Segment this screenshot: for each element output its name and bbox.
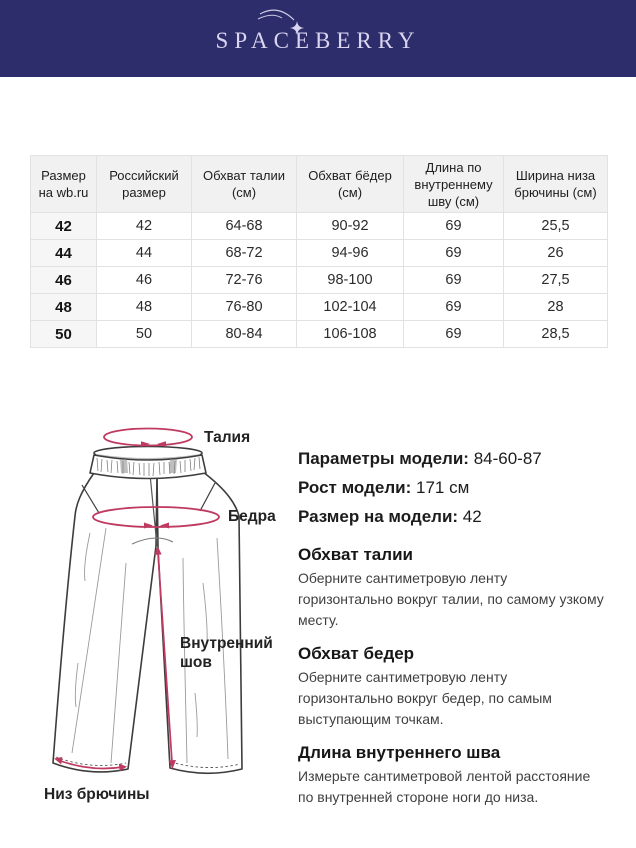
guide-text: Измерьте сантиметровой лентой расстояние по внутренней стороне ноги до низа.	[298, 768, 591, 805]
table-cell: 42	[31, 213, 97, 240]
table-cell: 69	[404, 240, 504, 267]
size-row	[31, 267, 608, 294]
table-cell: 94-96	[297, 240, 404, 267]
pants-diagram	[20, 413, 290, 815]
model-height-line	[298, 473, 612, 502]
table-cell: 106-108	[297, 321, 404, 348]
table-cell: 26	[504, 240, 608, 267]
model-params-line	[298, 444, 612, 473]
table-cell: 44	[97, 240, 192, 267]
guide-section-inseam	[298, 743, 612, 808]
model-size-line	[298, 502, 612, 531]
table-header-cell: Российский размер	[97, 156, 192, 213]
table-cell: 69	[404, 321, 504, 348]
guide-title: Длина внутреннего шва	[298, 743, 501, 762]
param-label: Рост модели:	[298, 478, 412, 497]
param-label: Параметры модели:	[298, 449, 469, 468]
param-value: 42	[462, 507, 482, 526]
table-cell: 46	[97, 267, 192, 294]
guide-text: Оберните сантиметровую ленту горизонтально вокруг талии, по самому узкому месту.	[298, 570, 604, 628]
param-value: 84-60-87	[473, 449, 542, 468]
table-cell: 69	[404, 213, 504, 240]
table-cell: 72-76	[192, 267, 297, 294]
param-label: Размер на модели:	[298, 507, 459, 526]
model-params	[298, 444, 612, 531]
table-cell: 27,5	[504, 267, 608, 294]
guide-title: Обхват бедер	[298, 644, 415, 663]
table-cell: 48	[97, 294, 192, 321]
table-cell: 69	[404, 294, 504, 321]
table-cell: 46	[31, 267, 97, 294]
table-header-cell: Ширина низа брючины (см)	[504, 156, 608, 213]
table-header-cell: Обхват бёдер (см)	[297, 156, 404, 213]
table-cell: 44	[31, 240, 97, 267]
size-row	[31, 321, 608, 348]
inner-seam-label: Внутренний шов	[180, 635, 273, 671]
waist-label: Талия	[204, 429, 251, 446]
table-cell: 50	[31, 321, 97, 348]
table-header-cell: Длина по внутреннему шву (см)	[404, 156, 504, 213]
table-cell: 28	[504, 294, 608, 321]
brand-logo	[0, 0, 636, 77]
guide-section-hips	[298, 644, 612, 730]
table-cell: 102-104	[297, 294, 404, 321]
param-value: 171 см	[415, 478, 470, 497]
guide-text: Оберните сантиметровую ленту горизонтально вокруг бедер, по самым выступающим точкам.	[298, 669, 552, 727]
table-cell: 90-92	[297, 213, 404, 240]
table-cell: 64-68	[192, 213, 297, 240]
table-cell: 50	[97, 321, 192, 348]
hips-label: Бедра	[228, 508, 276, 525]
table-header-cell: Обхват талии (см)	[192, 156, 297, 213]
table-cell: 42	[97, 213, 192, 240]
guide-section-waist	[298, 545, 612, 631]
brand-logo-text: SPACEBERRY	[215, 28, 421, 53]
table-cell: 76-80	[192, 294, 297, 321]
hem-label: Низ брючины	[44, 786, 150, 803]
size-row	[31, 213, 608, 240]
table-header-cell: Размер на wb.ru	[31, 156, 97, 213]
table-cell: 48	[31, 294, 97, 321]
table-cell: 28,5	[504, 321, 608, 348]
table-cell: 69	[404, 267, 504, 294]
guide-title: Обхват талии	[298, 545, 413, 564]
table-cell: 98-100	[297, 267, 404, 294]
size-row	[31, 240, 608, 267]
table-cell: 80-84	[192, 321, 297, 348]
table-cell: 25,5	[504, 213, 608, 240]
table-header-row	[31, 156, 608, 213]
brand-banner	[0, 0, 636, 77]
table-cell: 68-72	[192, 240, 297, 267]
size-row	[31, 294, 608, 321]
measurement-info-column	[298, 444, 612, 808]
size-table	[30, 155, 607, 348]
